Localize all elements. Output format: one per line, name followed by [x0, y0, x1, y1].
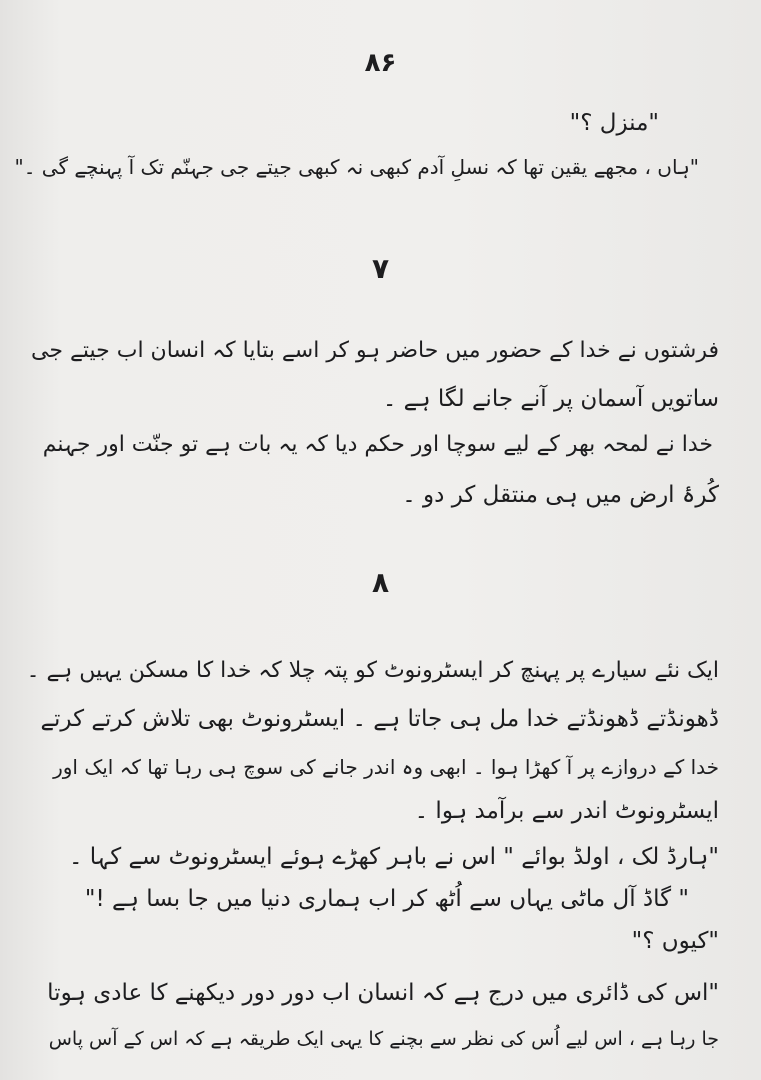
text-line: "کیوں ؟"	[631, 928, 719, 954]
section-number: ۷	[371, 252, 390, 285]
text-line: خدا نے لمحہ بھر کے لیے سوچا اور حکم دیا کہ یہ بات ہے تو جنّت اور جہنم	[42, 432, 713, 457]
page-number: ۸۶	[364, 48, 397, 78]
text-line: فرشتوں نے خدا کے حضور میں حاضر ہو کر اسے بتایا کہ انسان اب جیتے جی	[31, 338, 719, 363]
text-line: "ہارڈ لک ، اولڈ بوائے " اس نے باہر کھڑے ہوئے ایسٹرونوٹ سے کہا ۔	[68, 844, 719, 870]
section-number: ۸	[371, 566, 390, 599]
text-line: کُرۂ ارض میں ہی منتقل کر دو ۔	[402, 482, 719, 508]
text-line: "اس کی ڈائری میں درج ہے کہ انسان اب دور دور دیکھنے کا عادی ہوتا	[47, 980, 719, 1006]
text-line: خدا کے دروازے پر آ کھڑا ہوا ۔ ابھی وہ اندر جانے کی سوچ ہی رہا تھا کہ ایک اور	[53, 755, 719, 779]
text-line: ایسٹرونوٹ اندر سے برآمد ہوا ۔	[414, 798, 719, 824]
text-line: ساتویں آسمان پر آنے جانے لگا ہے ۔	[382, 386, 719, 412]
text-line: ایک نئے سیارے پر پہنچ کر ایسٹرونوٹ کو پتہ چلا کہ خدا کا مسکن یہیں ہے ۔	[26, 658, 719, 683]
text-line: "ہاں ، مجھے یقین تھا کہ نسلِ آدم کبھی نہ کبھی جیتے جی جہنّم تک آ پہنچے گی ۔"	[14, 155, 699, 179]
text-line: جا رہا ہے ، اس لیے اُس کی نظر سے بچنے کا یہی ایک طریقہ ہے کہ اس کے آس پاس	[48, 1028, 719, 1050]
text-line: " گاڈ آل ماٹی یہاں سے اُٹھ کر اب ہماری دنیا میں جا بسا ہے !"	[84, 886, 689, 912]
text-line: "منزل ؟"	[569, 110, 659, 136]
text-line: ڈھونڈتے ڈھونڈتے خدا مل ہی جاتا ہے ۔ ایسٹرونوٹ بھی تلاش کرتے کرتے	[40, 706, 719, 732]
